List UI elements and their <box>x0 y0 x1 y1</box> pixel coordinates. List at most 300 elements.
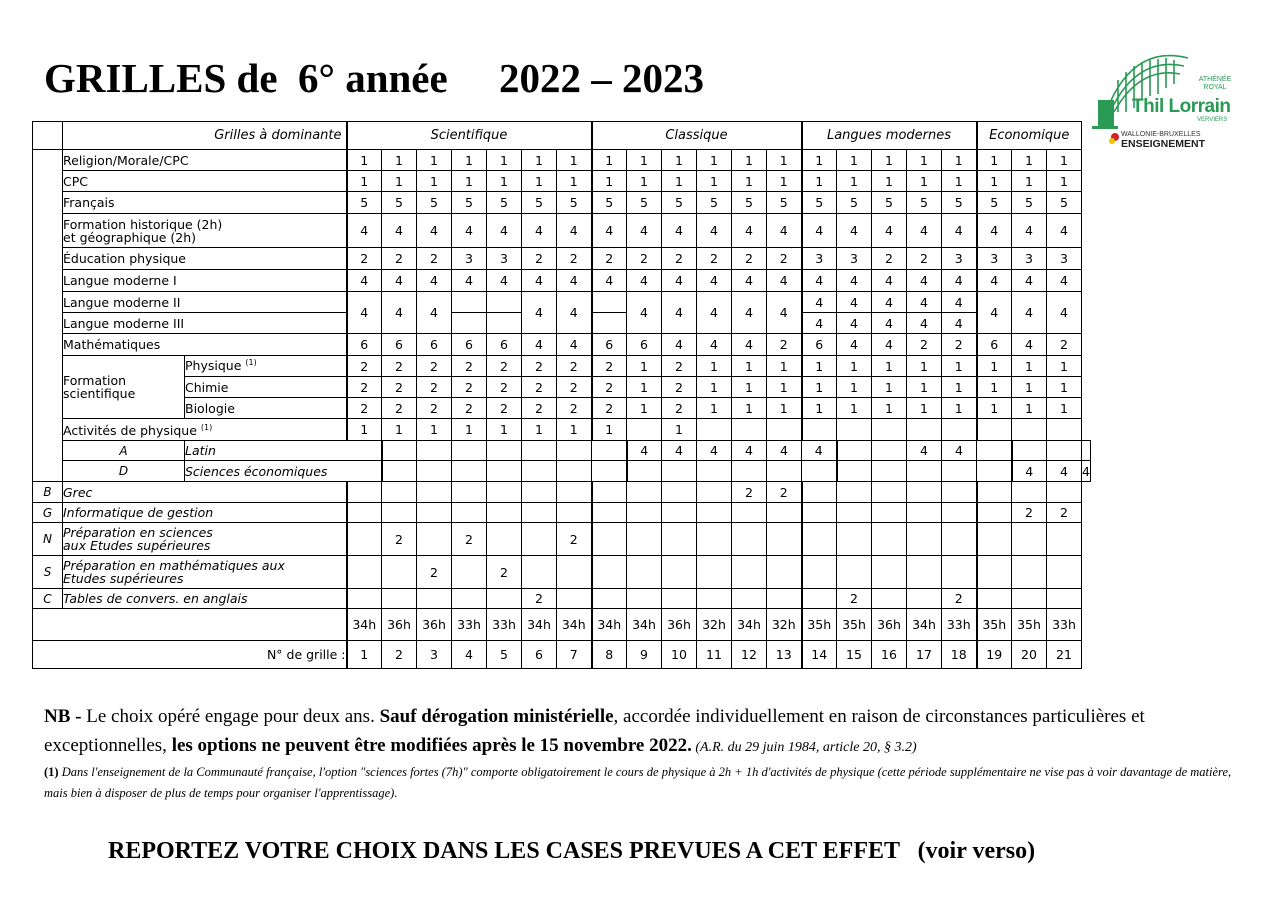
table.grille_numbers-cell: 21 <box>1047 641 1082 669</box>
header-langues: Langues modernes <box>802 122 977 150</box>
table.rows.histgeo.values-cell: 4 <box>417 214 452 248</box>
table-row <box>33 589 1091 609</box>
table.rows.cpc.values-cell: 1 <box>802 171 837 192</box>
table.rows.physique.values-cell: 2 <box>417 356 452 377</box>
table.rows.eco.values-cell: 4 <box>1047 461 1082 482</box>
table-row <box>33 503 1091 523</box>
table.rows.grec.values-cell <box>487 482 522 503</box>
table.grille_numbers-cell: 6 <box>522 641 557 669</box>
label-line: et géographique (2h) <box>63 229 197 245</box>
table.rows.prepsci.values-cell <box>347 523 382 556</box>
table.grille_numbers-cell: 15 <box>837 641 872 669</box>
table.rows.lm1.values-cell: 4 <box>347 270 382 292</box>
table.rows.francais.values-cell: 5 <box>977 192 1012 214</box>
table.rows.religion.values-cell: 1 <box>557 150 592 171</box>
table.rows.lm1.values-cell: 4 <box>802 270 837 292</box>
table.rows.prepsci.values-cell <box>837 523 872 556</box>
table.rows.grec.values-cell <box>522 482 557 503</box>
table.rows.prepsci.values-cell <box>872 523 907 556</box>
row-label-prepmath <box>63 556 347 589</box>
table.grille_numbers-cell: 11 <box>697 641 732 669</box>
page-title: GRILLES de 6° année 2022 – 2023 <box>44 55 704 101</box>
table.rows.info.values-cell <box>837 503 872 523</box>
table.rows.histgeo.values-cell: 4 <box>802 214 837 248</box>
table.rows.info.values-cell <box>872 503 907 523</box>
table.rows.convers.values-cell <box>872 589 907 609</box>
table.rows.eps.values-cell: 2 <box>872 248 907 270</box>
table-row <box>33 171 1091 192</box>
table.rows.grec.values-cell <box>942 482 977 503</box>
table.rows.latin.values-cell <box>1012 441 1047 461</box>
table.rows.convers.values-cell <box>662 589 697 609</box>
table.rows.actphys.values-cell <box>907 419 942 441</box>
table.rows.chimie.values-cell: 1 <box>697 377 732 398</box>
option-code-grec: B <box>33 482 63 503</box>
table.hours-cell: 33h <box>1047 609 1082 641</box>
table.rows.histgeo.values-cell: 4 <box>522 214 557 248</box>
table.rows.cpc.values-cell: 1 <box>697 171 732 192</box>
table.rows.physique.values-cell: 1 <box>872 356 907 377</box>
table.rows.eco.values-cell <box>592 461 627 482</box>
table.rows.actphys.values-cell <box>942 419 977 441</box>
table.rows.actphys.values-cell <box>732 419 767 441</box>
table.rows.eco.values-cell <box>382 461 417 482</box>
label-line: aux Etudes supérieures <box>63 538 211 553</box>
table.hours-cell: 32h <box>767 609 802 641</box>
table.rows.biologie.values-cell: 1 <box>977 398 1012 419</box>
table.rows.info.values-cell <box>907 503 942 523</box>
table.hours-cell: 36h <box>382 609 417 641</box>
table.rows.info.values-cell <box>347 503 382 523</box>
table.rows.biologie.values-cell: 2 <box>557 398 592 419</box>
lm3-cell: 4 <box>802 313 837 334</box>
table.hours-cell: 32h <box>697 609 732 641</box>
table.hours-cell: 34h <box>522 609 557 641</box>
table.rows.histgeo.values-cell: 4 <box>487 214 522 248</box>
table-row <box>33 641 1091 669</box>
table.rows.convers.values-cell <box>557 589 592 609</box>
table.rows.francais.values-cell: 5 <box>802 192 837 214</box>
lm3-cell: 4 <box>907 313 942 334</box>
table.rows.math.values-cell: 4 <box>662 334 697 356</box>
table.rows.religion.values-cell: 1 <box>592 150 627 171</box>
table.rows.prepmath.values-cell <box>382 556 417 589</box>
table.rows.lm1.values-cell: 4 <box>732 270 767 292</box>
table.rows.histgeo.values-cell: 4 <box>837 214 872 248</box>
table.rows.prepsci.values-cell: 2 <box>382 523 417 556</box>
table.rows.grec.values-cell <box>872 482 907 503</box>
table.rows.grec.values-cell <box>802 482 837 503</box>
table.rows.prepsci.values-cell <box>802 523 837 556</box>
footnote: (1) Dans l'enseignement de la Communauté française, l'option "sciences fortes (7h)" comporte obligatoirement le cours de physique à 2h + 1h d'activités de physique (cette période supplémentaire ne vise pas à voir davantage de matière, mais bien à disposer de plus de temps pour organiser l'apprentissage). <box>44 765 1232 800</box>
table.rows.actphys.values-cell <box>802 419 837 441</box>
table.rows.math.values-cell: 6 <box>802 334 837 356</box>
logo-school-name: Thil Lorrain <box>1132 96 1231 117</box>
table.rows.prepsci.values-cell <box>907 523 942 556</box>
table.rows.biologie.values-cell: 1 <box>1012 398 1047 419</box>
table.rows.prepmath.values-cell: 2 <box>417 556 452 589</box>
label-line: Préparation en sciences <box>63 525 213 540</box>
table.rows.grec.values-cell <box>662 482 697 503</box>
table.grille_numbers-cell: 2 <box>382 641 417 669</box>
table.rows.actphys.values-cell: 1 <box>557 419 592 441</box>
table.rows.latin.values-cell: 4 <box>767 441 802 461</box>
table.rows.grec.values-cell <box>1047 482 1082 503</box>
table.rows.prepmath.values-cell <box>1047 556 1082 589</box>
header-economique: Economique <box>977 122 1082 150</box>
table.rows.cpc.values-cell: 1 <box>1047 171 1082 192</box>
table.rows.physique.values-cell: 1 <box>837 356 872 377</box>
table.rows.religion.values-cell: 1 <box>1012 150 1047 171</box>
lm3-cell <box>592 313 627 334</box>
table.rows.eps.values-cell: 2 <box>662 248 697 270</box>
table.rows.prepmath.values-cell <box>452 556 487 589</box>
table.rows.latin.values-cell <box>592 441 627 461</box>
table.rows.prepmath.values-cell <box>627 556 662 589</box>
table.rows.eps.values-cell: 2 <box>592 248 627 270</box>
table.rows.info.values-cell <box>417 503 452 523</box>
row-label-cpc: CPC <box>63 171 347 192</box>
table.rows.lm1.values-cell: 4 <box>872 270 907 292</box>
table.rows.biologie.values-cell: 2 <box>487 398 522 419</box>
table-row <box>33 270 1091 292</box>
option-code-prepsci: N <box>33 523 63 556</box>
table.rows.francais.values-cell: 5 <box>627 192 662 214</box>
table.rows.biologie.values-cell: 1 <box>837 398 872 419</box>
table.rows.chimie.values-cell: 1 <box>837 377 872 398</box>
table.rows.lm1.values-cell: 4 <box>452 270 487 292</box>
sub-label-text: Physique <box>185 358 242 374</box>
table.rows.histgeo.values-cell: 4 <box>557 214 592 248</box>
table.rows.eco.values-cell <box>627 461 662 482</box>
table.rows.eps.values-cell: 3 <box>802 248 837 270</box>
table.hours-cell: 34h <box>627 609 662 641</box>
table.rows.cpc.values-cell: 1 <box>382 171 417 192</box>
row-label-eps: Éducation physique <box>63 248 347 270</box>
table.rows.cpc.values-cell: 1 <box>557 171 592 192</box>
table.rows.eps.values-cell: 3 <box>977 248 1012 270</box>
table.rows.religion.values-cell: 1 <box>662 150 697 171</box>
table.rows.prepsci.values-cell <box>627 523 662 556</box>
table.grille_numbers-cell: 9 <box>627 641 662 669</box>
table.rows.eco.values-cell: 4 <box>1082 461 1091 482</box>
table.rows.chimie.values-cell: 1 <box>732 377 767 398</box>
table.rows.eps.values-cell: 2 <box>522 248 557 270</box>
table.rows.eco.values-cell: 4 <box>1012 461 1047 482</box>
table.hours-cell: 36h <box>662 609 697 641</box>
table.rows.francais.values-cell: 5 <box>487 192 522 214</box>
row-label-grec: Grec <box>63 482 347 503</box>
table.rows.prepsci.values-cell <box>977 523 1012 556</box>
table.rows.actphys.values-cell <box>1012 419 1047 441</box>
lm23-cell: 4 <box>627 292 662 334</box>
table.rows.religion.values-cell: 1 <box>837 150 872 171</box>
table.rows.grec.values-cell: 2 <box>767 482 802 503</box>
table.rows.lm1.values-cell: 4 <box>417 270 452 292</box>
table.rows.latin.values-cell: 4 <box>802 441 837 461</box>
lm23-cell: 4 <box>662 292 697 334</box>
row-label-chimie <box>185 377 347 398</box>
table.rows.eps.values-cell: 2 <box>347 248 382 270</box>
table.hours-cell: 34h <box>557 609 592 641</box>
table.rows.latin.values-cell <box>382 441 417 461</box>
table.rows.lm1.values-cell: 4 <box>557 270 592 292</box>
table.hours-cell: 34h <box>732 609 767 641</box>
table.rows.religion.values-cell: 1 <box>1047 150 1082 171</box>
table.rows.eco.values-cell <box>872 461 907 482</box>
table.rows.grec.values-cell <box>382 482 417 503</box>
table.rows.eco.values-cell <box>697 461 732 482</box>
table.rows.grec.values-cell <box>1012 482 1047 503</box>
table.rows.chimie.values-cell: 2 <box>382 377 417 398</box>
table.rows.convers.values-cell <box>907 589 942 609</box>
table.rows.info.values-cell <box>697 503 732 523</box>
logo-enseignement: ENSEIGNEMENT <box>1121 138 1206 150</box>
table.rows.physique.values-cell: 2 <box>522 356 557 377</box>
table-row <box>33 398 1091 419</box>
table-row <box>33 419 1091 441</box>
table.rows.grec.values-cell <box>907 482 942 503</box>
table.rows.math.values-cell: 6 <box>382 334 417 356</box>
table.rows.biologie.values-cell: 2 <box>417 398 452 419</box>
table.rows.lm1.values-cell: 4 <box>382 270 417 292</box>
lm2-cell: 4 <box>942 292 977 313</box>
table.rows.religion.values-cell: 1 <box>732 150 767 171</box>
table.rows.latin.values-cell <box>977 441 1012 461</box>
table.rows.convers.values-cell <box>977 589 1012 609</box>
table.rows.cpc.values-cell: 1 <box>487 171 522 192</box>
table.rows.eco.values-cell <box>452 461 487 482</box>
table.rows.francais.values-cell: 5 <box>837 192 872 214</box>
table-row <box>33 356 1091 377</box>
row-label-francais: Français <box>63 192 347 214</box>
table-row <box>33 461 1091 482</box>
table.rows.histgeo.values-cell: 4 <box>697 214 732 248</box>
option-code-convers: C <box>33 589 63 609</box>
lm23-cell: 4 <box>1012 292 1047 334</box>
table.rows.prepsci.values-cell: 2 <box>557 523 592 556</box>
header-scientifique: Scientifique <box>347 122 592 150</box>
table.rows.religion.values-cell: 1 <box>487 150 522 171</box>
table.rows.grec.values-cell <box>977 482 1012 503</box>
table.rows.histgeo.values-cell: 4 <box>382 214 417 248</box>
table.rows.eps.values-cell: 2 <box>697 248 732 270</box>
table.rows.info.values-cell: 2 <box>1012 503 1047 523</box>
lm2-cell: 4 <box>872 292 907 313</box>
table.rows.eps.values-cell: 2 <box>382 248 417 270</box>
lm2-cell <box>487 292 522 313</box>
table.rows.cpc.values-cell: 1 <box>417 171 452 192</box>
table.rows.eps.values-cell: 3 <box>942 248 977 270</box>
table.rows.math.values-cell: 4 <box>557 334 592 356</box>
table.rows.info.values-cell <box>557 503 592 523</box>
table.rows.latin.values-cell: 4 <box>627 441 662 461</box>
table.rows.info.values-cell <box>382 503 417 523</box>
table.rows.histgeo.values-cell: 4 <box>977 214 1012 248</box>
table.rows.grec.values-cell <box>837 482 872 503</box>
table.rows.prepmath.values-cell <box>662 556 697 589</box>
table-row <box>33 523 1091 556</box>
table.rows.eco.values-cell <box>557 461 592 482</box>
table.rows.chimie.values-cell: 1 <box>1047 377 1082 398</box>
table.rows.physique.values-cell: 1 <box>942 356 977 377</box>
table.rows.francais.values-cell: 5 <box>1012 192 1047 214</box>
lm3-cell: 4 <box>837 313 872 334</box>
table.rows.francais.values-cell: 5 <box>732 192 767 214</box>
footnote-mark: (1) <box>200 423 213 433</box>
table.rows.actphys.values-cell <box>697 419 732 441</box>
table.rows.lm1.values-cell: 4 <box>907 270 942 292</box>
table.rows.histgeo.values-cell: 4 <box>767 214 802 248</box>
table.rows.convers.values-cell <box>627 589 662 609</box>
table.rows.religion.values-cell: 1 <box>382 150 417 171</box>
table.rows.cpc.values-cell: 1 <box>732 171 767 192</box>
table.rows.physique.values-cell: 2 <box>487 356 522 377</box>
table.rows.convers.values-cell <box>697 589 732 609</box>
table.rows.prepmath.values-cell <box>697 556 732 589</box>
table.rows.math.values-cell: 2 <box>767 334 802 356</box>
table.rows.actphys.values-cell: 1 <box>417 419 452 441</box>
table.rows.chimie.values-cell: 1 <box>907 377 942 398</box>
table.rows.prepmath.values-cell <box>592 556 627 589</box>
table-row <box>33 377 1091 398</box>
table.rows.francais.values-cell: 5 <box>697 192 732 214</box>
table.rows.prepsci.values-cell <box>697 523 732 556</box>
table.hours-cell: 36h <box>417 609 452 641</box>
lm2-cell: 4 <box>802 292 837 313</box>
option-code-prepmath: S <box>33 556 63 589</box>
table.rows.actphys.values-cell: 1 <box>347 419 382 441</box>
table.rows.prepsci.values-cell <box>662 523 697 556</box>
table.rows.physique.values-cell: 1 <box>697 356 732 377</box>
table.rows.biologie.values-cell: 1 <box>942 398 977 419</box>
table.rows.biologie.values-cell: 1 <box>1047 398 1082 419</box>
table.rows.convers.values-cell: 2 <box>942 589 977 609</box>
table.rows.cpc.values-cell: 1 <box>347 171 382 192</box>
row-label-prepsci <box>63 523 347 556</box>
label-text: Activités de physique <box>63 423 197 439</box>
table.rows.prepmath.values-cell <box>1012 556 1047 589</box>
table.rows.chimie.values-cell: 2 <box>417 377 452 398</box>
table.hours-cell: 34h <box>907 609 942 641</box>
table.rows.physique.values-cell: 2 <box>347 356 382 377</box>
table.rows.chimie.values-cell: 1 <box>802 377 837 398</box>
table.rows.convers.values-cell: 2 <box>837 589 872 609</box>
table.rows.eps.values-cell: 2 <box>907 248 942 270</box>
table.rows.histgeo.values-cell: 4 <box>452 214 487 248</box>
table.rows.eco.values-cell <box>767 461 802 482</box>
label-line: scientifique <box>63 386 136 401</box>
table.rows.chimie.values-cell: 2 <box>347 377 382 398</box>
lm23-cell: 4 <box>382 292 417 334</box>
formation-scientifique-label <box>63 356 185 419</box>
table.rows.religion.values-cell: 1 <box>977 150 1012 171</box>
table.rows.lm1.values-cell: 4 <box>592 270 627 292</box>
sub-label-text: Chimie <box>185 379 229 395</box>
table.rows.prepmath.values-cell <box>837 556 872 589</box>
table.rows.religion.values-cell: 1 <box>802 150 837 171</box>
table.rows.math.values-cell: 2 <box>942 334 977 356</box>
table.rows.biologie.values-cell: 1 <box>802 398 837 419</box>
label-line: Etudes supérieures <box>63 571 184 586</box>
table.rows.actphys.values-cell <box>872 419 907 441</box>
table.rows.grec.values-cell <box>347 482 382 503</box>
table.rows.histgeo.values-cell: 4 <box>907 214 942 248</box>
table.rows.latin.values-cell <box>452 441 487 461</box>
table.rows.histgeo.values-cell: 4 <box>627 214 662 248</box>
table.rows.convers.values-cell <box>592 589 627 609</box>
table.rows.chimie.values-cell: 2 <box>592 377 627 398</box>
option-code-info: G <box>33 503 63 523</box>
table.rows.religion.values-cell: 1 <box>907 150 942 171</box>
table.rows.grec.values-cell: 2 <box>732 482 767 503</box>
table.grille_numbers-cell: 13 <box>767 641 802 669</box>
table.rows.convers.values-cell <box>767 589 802 609</box>
table.rows.actphys.values-cell: 1 <box>487 419 522 441</box>
table.rows.cpc.values-cell: 1 <box>907 171 942 192</box>
table.rows.cpc.values-cell: 1 <box>1012 171 1047 192</box>
table.rows.latin.values-cell: 4 <box>942 441 977 461</box>
lm2-cell: 4 <box>907 292 942 313</box>
table.rows.actphys.values-cell <box>627 419 662 441</box>
lm2-cell <box>592 292 627 313</box>
table.rows.latin.values-cell: 4 <box>732 441 767 461</box>
table.grille_numbers-cell: 19 <box>977 641 1012 669</box>
table.rows.francais.values-cell: 5 <box>557 192 592 214</box>
table.grille_numbers-cell: 18 <box>942 641 977 669</box>
table.rows.eco.values-cell <box>977 461 1012 482</box>
footer-instruction: REPORTEZ VOTRE CHOIX DANS LES CASES PREVUES A CET EFFET (voir verso) <box>108 838 1036 864</box>
table.rows.lm1.values-cell: 4 <box>942 270 977 292</box>
table.rows.math.values-cell: 4 <box>697 334 732 356</box>
table.rows.lm1.values-cell: 4 <box>697 270 732 292</box>
table.rows.prepmath.values-cell <box>732 556 767 589</box>
table.rows.grec.values-cell <box>592 482 627 503</box>
table.rows.lm1.values-cell: 4 <box>1047 270 1082 292</box>
table.rows.math.values-cell: 4 <box>732 334 767 356</box>
table.rows.religion.values-cell: 1 <box>872 150 907 171</box>
table.rows.math.values-cell: 6 <box>592 334 627 356</box>
table.rows.actphys.values-cell: 1 <box>452 419 487 441</box>
table.rows.physique.values-cell: 1 <box>907 356 942 377</box>
row-label-lm2: Langue moderne II <box>63 292 347 313</box>
table.rows.latin.values-cell <box>417 441 452 461</box>
table.rows.latin.values-cell: 4 <box>907 441 942 461</box>
table.rows.convers.values-cell <box>802 589 837 609</box>
lm23-cell: 4 <box>767 292 802 334</box>
table.rows.eps.values-cell: 2 <box>417 248 452 270</box>
table.rows.chimie.values-cell: 2 <box>487 377 522 398</box>
lm3-cell: 4 <box>872 313 907 334</box>
header-dominante: Grilles à dominante <box>63 122 347 150</box>
table.rows.histgeo.values-cell: 4 <box>872 214 907 248</box>
table.rows.prepsci.values-cell <box>487 523 522 556</box>
table.rows.prepsci.values-cell <box>417 523 452 556</box>
row-label-histgeo <box>63 214 347 248</box>
table.rows.prepsci.values-cell <box>767 523 802 556</box>
table.rows.math.values-cell: 2 <box>1047 334 1082 356</box>
table.rows.biologie.values-cell: 2 <box>452 398 487 419</box>
table.rows.physique.values-cell: 1 <box>1047 356 1082 377</box>
table.rows.latin.values-cell <box>487 441 522 461</box>
table-row <box>33 214 1091 248</box>
table.rows.eco.values-cell <box>522 461 557 482</box>
table.rows.biologie.values-cell: 1 <box>907 398 942 419</box>
table.rows.religion.values-cell: 1 <box>347 150 382 171</box>
table.rows.convers.values-cell <box>1047 589 1082 609</box>
table.rows.latin.values-cell <box>837 441 872 461</box>
table.rows.cpc.values-cell: 1 <box>767 171 802 192</box>
